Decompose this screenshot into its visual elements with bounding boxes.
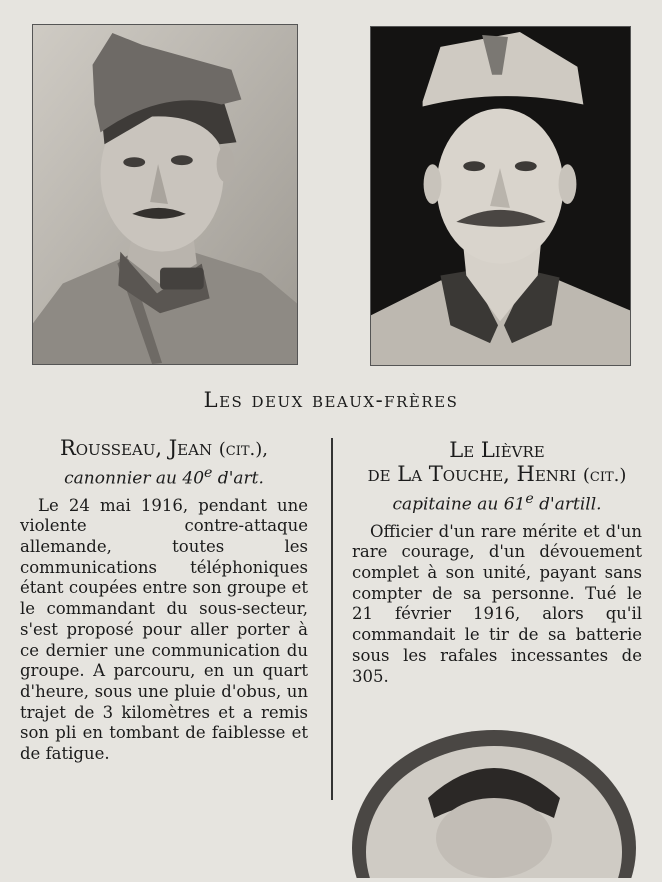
entry-name-line-1: Le Lièvre (449, 438, 545, 462)
oval-portrait-image (348, 728, 640, 878)
portrait-le-lievre-image (371, 27, 630, 365)
rank-prefix: canonnier au 40 (64, 468, 205, 489)
citation-paragraph: Officier d'un rare mérite et d'un rare courage, d'un dévouement complet à son unité, payant sans compter de sa personne. Tué le 21 février 1916, alors qu'il commandait le tir de sa batterie sous les rafales incessantes de 305. (352, 521, 642, 686)
citation-mark: (cit.), (218, 439, 269, 460)
entry-le-lievre (352, 438, 642, 687)
entry-citation-text (20, 496, 308, 765)
entry-rank (20, 462, 308, 490)
photo-caption: Les deux beaux-frères (203, 388, 459, 412)
entry-name-line-2 (352, 462, 642, 488)
oval-portrait-partial (348, 728, 640, 878)
rank-superscript: e (525, 491, 534, 507)
rank-prefix: capitaine au 61 (392, 494, 526, 515)
name-text: Rousseau, Jean (59, 436, 213, 460)
citation-mark: (cit.) (582, 465, 627, 486)
entry-rousseau (20, 436, 308, 765)
portrait-rousseau-image (33, 25, 297, 364)
name-text: de La Touche, Henri (367, 462, 577, 486)
portrait-photo-rousseau (32, 24, 298, 365)
portrait-photo-le-lievre (370, 26, 631, 366)
column-divider (331, 438, 333, 800)
entry-name (20, 436, 308, 462)
entry-citation-text (352, 522, 642, 688)
rank-superscript: e (204, 465, 213, 481)
citation-paragraph: Le 24 mai 1916, pendant une violente contre-attaque allemande, toutes les communications téléphoniques étant coupées entre son groupe et le commandant du sous-secteur, s'est proposé pour aller porter à ce dernier une communication du groupe. A parcouru, en un quart d'heure, sous une pluie d'obus, un trajet de 3 kilomètres et a remis son pli en tombant de faiblesse et de fatigue. (20, 495, 308, 764)
rank-suffix: d'art. (212, 468, 264, 489)
rank-suffix: d'artill. (533, 494, 602, 515)
entry-rank (352, 488, 642, 516)
